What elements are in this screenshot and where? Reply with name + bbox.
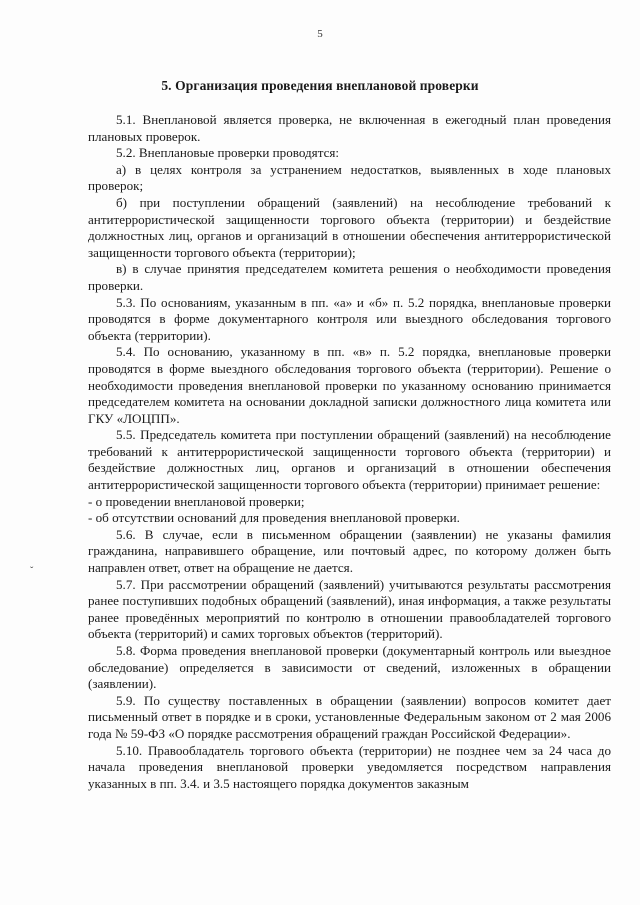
page-number: 5 — [317, 28, 323, 40]
paragraph-5-1: 5.1. Внеплановой является проверка, не включенная в ежегодный план проведения плановых проверок. — [88, 112, 611, 144]
paragraph-5-5-bullet-1: - о проведении внеплановой проверки; — [88, 493, 305, 509]
paragraph-5-2: 5.2. Внеплановые проверки проводятся: — [116, 145, 340, 161]
section-title: 5. Организация проведения внеплановой проверки — [161, 78, 479, 93]
paragraph-5-2-b: б) при поступлении обращений (заявлений) на несоблюдение требований к антитеррористической защищенности торгового объекта (территории) и бездействие должностных лиц, органов и организаций в отношении обеспечения антитеррористической защищенности торгового объекта (территории); — [88, 194, 611, 260]
paragraph-5-10: 5.10. Правообладатель торгового объекта (территории) не позднее чем за 24 часа до начала проведения внеплановой проверки уведомляется посредством направления указанных в пп. 3.4. и 3.5 настоящего порядка документов заказным — [88, 742, 611, 791]
paragraph-5-3: 5.3. По основаниям, указанным в пп. «а» и «б» п. 5.2 порядка, внеплановые проверки проводятся в форме документарного контроля или выездного обследования торгового объекта (территории). — [88, 294, 611, 343]
margin-mark: ˇ — [30, 566, 34, 577]
paragraph-5-2-v: в) в случае принятия председателем комитета решения о необходимости проведения проверки. — [88, 261, 611, 293]
paragraph-5-8: 5.8. Форма проведения внеплановой проверки (документарный контроль или выездное обследование) определяется в зависимости от сведений, изложенных в обращении (заявлении). — [88, 643, 611, 692]
paragraph-5-9: 5.9. По существу поставленных в обращении (заявлении) вопросов комитет дает письменный ответ в порядке и в сроки, установленные Федеральным законом от 2 мая 2006 года № 59-ФЗ «О порядке рассмотрения обращений граждан Российской Федерации». — [88, 692, 611, 741]
paragraph-5-5: 5.5. Председатель комитета при поступлении обращений (заявлений) на несоблюдение требований к антитеррористической защищенности торгового объекта (территории) и бездействие должностных лиц, органов и организаций в отношении обеспечения антитеррористической защищенности торгового объекта (территории) принимает решение: — [88, 427, 611, 493]
paragraph-5-7: 5.7. При рассмотрении обращений (заявлений) учитываются результаты рассмотрения ранее поступивших подобных обращений (заявлений), иная информация, а также результаты ранее проведённых мероприятий по контролю в отношении правообладателей торгового объекта (территорий) и самих торговых объектов (территорий). — [88, 576, 611, 642]
body-text — [88, 112, 611, 792]
paragraph-5-6: 5.6. В случае, если в письменном обращении (заявлении) не указаны фамилия гражданина, направившего обращение, или почтовый адрес, по которому должен быть направлен ответ, ответ на обращение не дается. — [88, 526, 611, 576]
paragraph-5-5-bullet-2: - об отсутствии оснований для проведения внеплановой проверки. — [88, 510, 460, 526]
paragraph-5-2-a: а) в целях контроля за устранением недостатков, выявленных в ходе плановых проверок; — [88, 161, 611, 194]
paragraph-5-4: 5.4. По основанию, указанному в пп. «в» п. 5.2 порядка, внеплановые проверки проводятся в форме выездного обследования торгового объекта (территории). Решение о необходимости проведения внеплановой проверки по указанному основанию принимается председателем комитета на основании докладной записки должностного лица комитета или ГКУ «ЛОЦПП». — [88, 344, 611, 426]
